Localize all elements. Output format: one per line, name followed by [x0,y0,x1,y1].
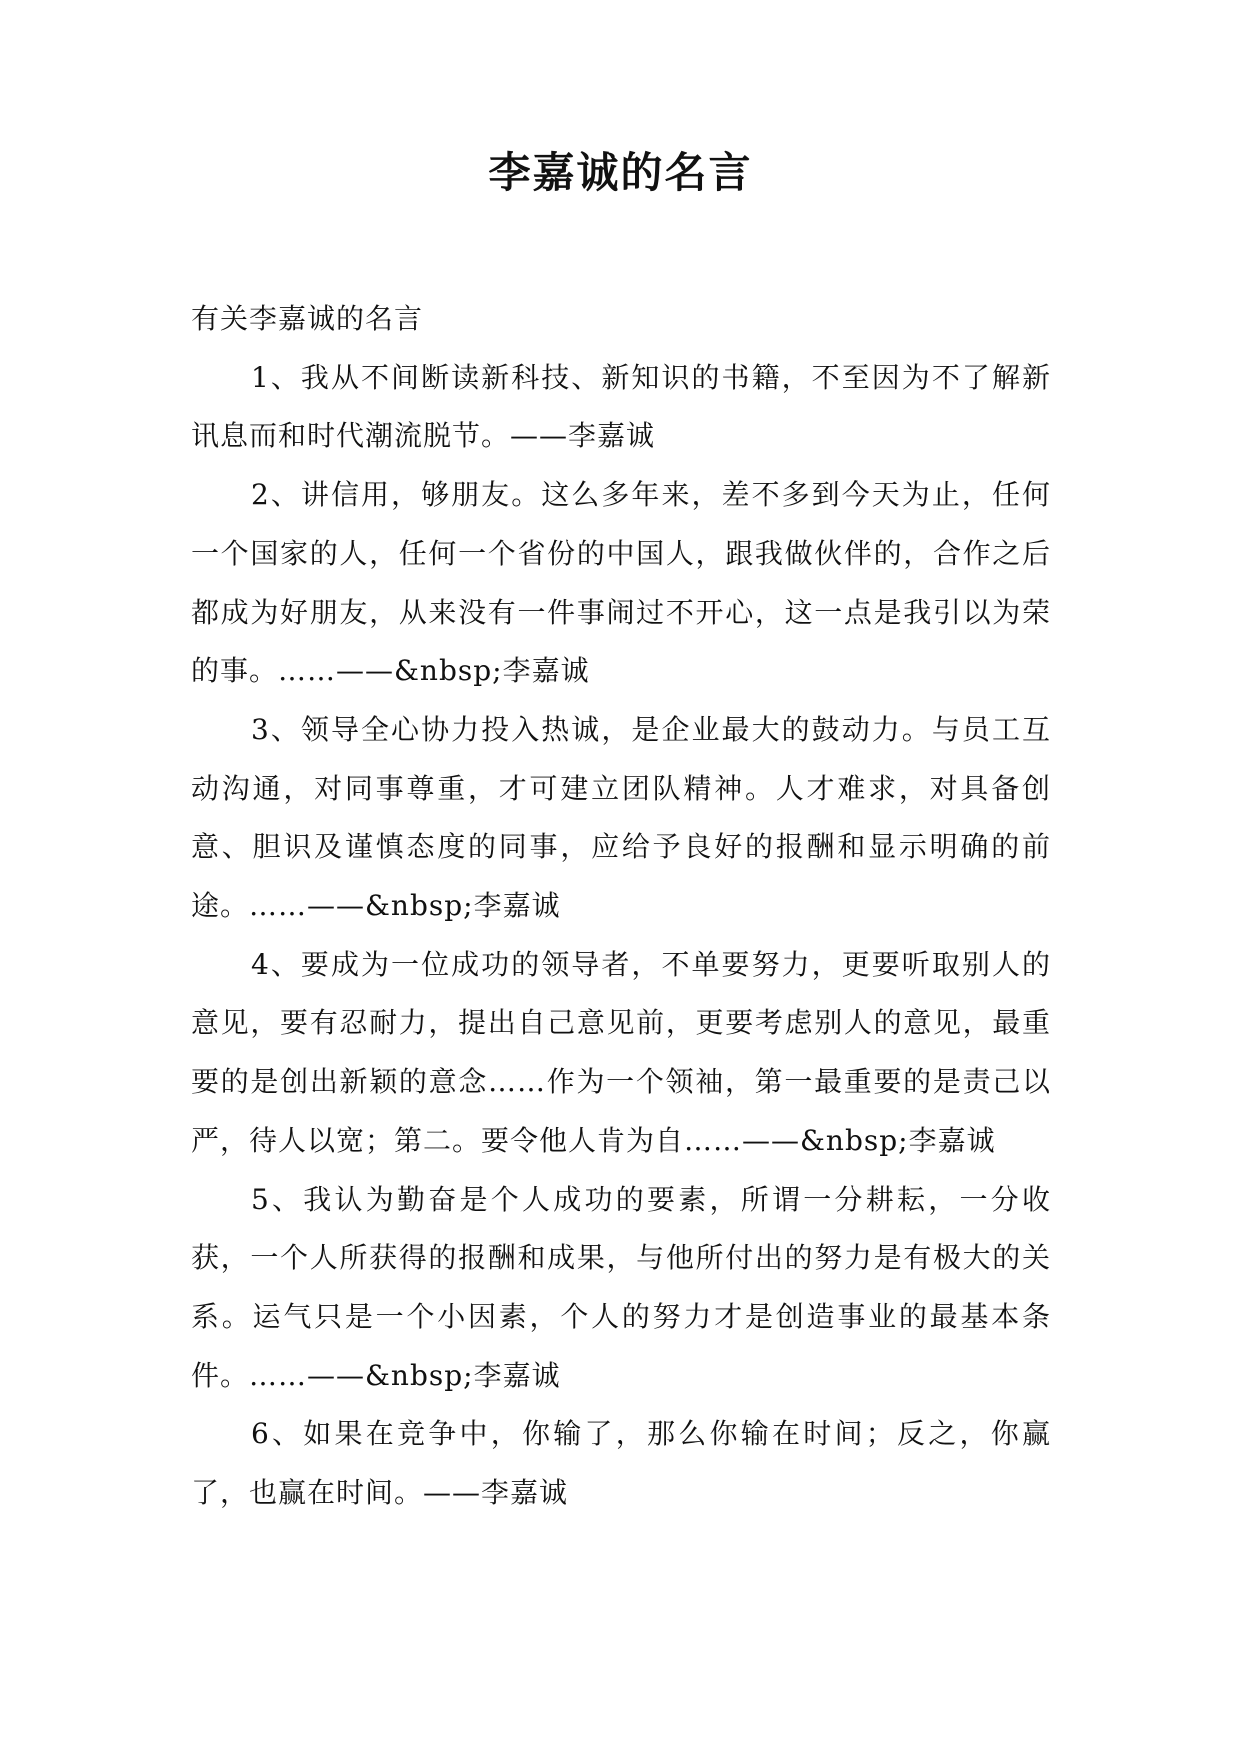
quote-paragraph-1: 1、我从不间断读新科技、新知识的书籍，不至因为不了解新讯息而和时代潮流脱节。——李嘉诚 [191,360,1051,453]
quote-paragraph-3: 3、领导全心协力投入热诚，是企业最大的鼓动力。与员工互动沟通，对同事尊重，才可建立团队精神。人才难求，对具备创意、胆识及谨慎态度的同事，应给予良好的报酬和显示明确的前途。……——&nbsp;李嘉诚 [191,712,1051,923]
document-body [191,290,1051,1523]
quote-paragraph-2: 2、讲信用，够朋友。这么多年来，差不多到今天为止，任何一个国家的人，任何一个省份的中国人，跟我做伙伴的，合作之后都成为好朋友，从来没有一件事闹过不开心，这一点是我引以为荣的事。……——&nbsp;李嘉诚 [191,478,1051,688]
document-subtitle: 有关李嘉诚的名言 [191,302,424,335]
quote-paragraph-5: 5、我认为勤奋是个人成功的要素，所谓一分耕耘，一分收获，一个人所获得的报酬和成果，与他所付出的努力是有极大的关系。运气只是一个小因素，个人的努力才是创造事业的最基本条件。……——&nbsp;李嘉诚 [191,1182,1051,1392]
document-title: 李嘉诚的名言 [488,148,753,197]
quote-paragraph-6: 6、如果在竞争中，你输了，那么你输在时间；反之，你赢了，也赢在时间。——李嘉诚 [191,1417,1051,1510]
quote-paragraph-4: 4、要成为一位成功的领导者，不单要努力，更要听取别人的意见，要有忍耐力，提出自己意见前，更要考虑别人的意见，最重要的是创出新颖的意念……作为一个领袖，第一最重要的是责己以严，待人以宽；第二。要令他人肯为自……——&nbsp;李嘉诚 [191,947,1051,1157]
